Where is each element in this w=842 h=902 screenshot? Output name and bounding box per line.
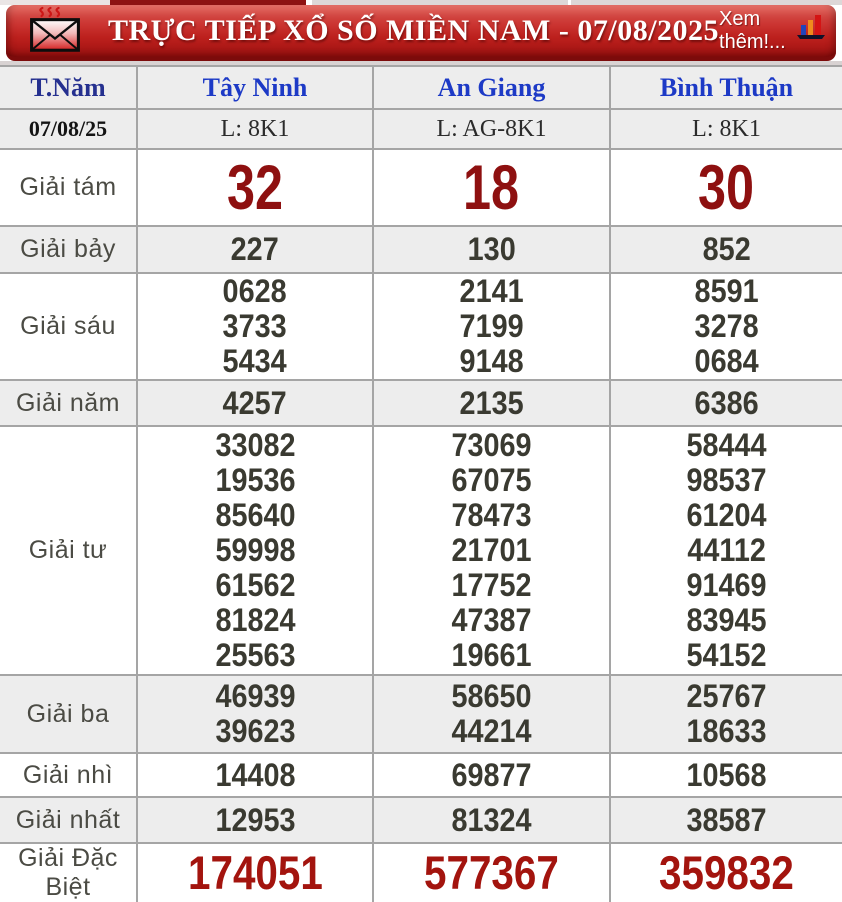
hot-mail-envelope-icon [28, 6, 82, 59]
prize-row [0, 843, 842, 902]
draw-code: L: AG-8K1 [373, 109, 610, 149]
draw-date: 07/08/25 [0, 109, 137, 149]
prize-row [0, 426, 842, 675]
winning-number: 61204 [686, 497, 767, 533]
prize-label: Giải nhì [0, 753, 137, 797]
winning-number: 852 [702, 231, 751, 267]
prize-numbers-cell [373, 843, 610, 902]
prize-numbers-cell [610, 797, 842, 843]
number-line [138, 152, 372, 224]
winning-number: 3733 [222, 308, 288, 344]
prize-numbers-cell [610, 675, 842, 753]
province-column-header: An Giang [373, 66, 610, 109]
winning-number: 7199 [459, 308, 524, 344]
winning-number: 30 [698, 152, 755, 223]
number-line [138, 803, 372, 838]
winning-number: 5434 [222, 343, 288, 379]
winning-number: 17752 [451, 567, 532, 603]
prize-numbers-cell [373, 797, 610, 843]
winning-number: 32 [226, 152, 284, 223]
winning-number: 3278 [694, 308, 759, 344]
winning-number: 19661 [451, 637, 532, 673]
number-line [138, 274, 372, 309]
page-title: TRỰC TIẾP XỔ SỐ MIỀN NAM - 07/08/2025 [108, 14, 720, 47]
prize-label: Giải Đặc Biệt [0, 843, 137, 902]
winning-number: 6386 [694, 384, 759, 421]
see-more-label[interactable]: Xem thêm!... [719, 8, 786, 53]
number-line [611, 386, 842, 421]
winning-number: 98537 [686, 462, 767, 498]
number-line [611, 152, 842, 224]
winning-number: 2141 [459, 273, 524, 309]
number-line [138, 758, 372, 793]
prize-row [0, 226, 842, 273]
number-line [374, 533, 609, 568]
prize-numbers-cell [373, 273, 610, 380]
number-line [611, 848, 842, 898]
prize-row [0, 753, 842, 797]
prize-label: Giải bảy [0, 226, 137, 273]
see-more-link[interactable] [719, 8, 826, 54]
number-line [374, 274, 609, 309]
winning-number: 44214 [451, 713, 532, 749]
winning-number: 47387 [451, 602, 532, 638]
number-line [374, 463, 609, 498]
number-line [138, 344, 372, 379]
prize-row [0, 380, 842, 426]
number-line [611, 679, 842, 714]
province-column-header: Bình Thuận [610, 66, 842, 109]
prize-numbers-cell [137, 797, 373, 843]
number-line [611, 274, 842, 309]
winning-number: 9148 [459, 343, 524, 379]
number-line [138, 386, 372, 421]
winning-number: 25563 [214, 637, 296, 673]
prize-numbers-cell [610, 226, 842, 273]
draw-code: L: 8K1 [137, 109, 373, 149]
winning-number: 359832 [659, 846, 794, 899]
winning-number: 10568 [686, 756, 767, 793]
number-line [374, 758, 609, 793]
year-column-header: T.Năm [0, 66, 137, 109]
number-line [374, 714, 609, 749]
winning-number: 12953 [214, 801, 296, 838]
winning-number: 21701 [451, 532, 532, 568]
number-line [374, 309, 609, 344]
prize-numbers-cell [610, 380, 842, 426]
number-line [611, 344, 842, 379]
winning-number: 130 [467, 231, 516, 267]
winning-number: 54152 [686, 637, 767, 673]
number-line [611, 498, 842, 533]
number-line [138, 568, 372, 603]
winning-number: 0684 [694, 343, 759, 379]
winning-number: 59998 [214, 532, 296, 568]
number-line [611, 232, 842, 267]
number-line [611, 803, 842, 838]
number-line [138, 463, 372, 498]
prize-numbers-cell [610, 273, 842, 380]
draw-code: L: 8K1 [610, 109, 842, 149]
prize-numbers-cell [137, 273, 373, 380]
prize-numbers-cell [137, 675, 373, 753]
prize-numbers-cell [610, 426, 842, 675]
prize-numbers-cell [137, 380, 373, 426]
number-line [374, 232, 609, 267]
prize-numbers-cell [373, 380, 610, 426]
prize-numbers-cell [137, 226, 373, 273]
prize-row [0, 273, 842, 380]
province-column-header: Tây Ninh [137, 66, 373, 109]
number-line [138, 679, 372, 714]
prize-label: Giải sáu [0, 273, 137, 380]
winning-number: 174051 [187, 846, 323, 899]
prize-label: Giải tám [0, 149, 137, 226]
number-line [374, 498, 609, 533]
prize-row [0, 149, 842, 226]
number-line [138, 498, 372, 533]
winning-number: 46939 [214, 678, 296, 714]
number-line [138, 714, 372, 749]
number-line [374, 344, 609, 379]
winning-number: 38587 [686, 801, 767, 838]
winning-number: 25767 [686, 678, 767, 714]
number-line [138, 428, 372, 463]
winning-number: 85640 [214, 497, 296, 533]
winning-number: 83945 [686, 602, 767, 638]
number-line [374, 152, 609, 224]
number-line [138, 638, 372, 673]
prize-numbers-cell [610, 753, 842, 797]
number-line [138, 309, 372, 344]
winning-number: 67075 [451, 462, 532, 498]
winning-number: 81324 [451, 801, 532, 838]
number-line [138, 533, 372, 568]
winning-number: 2135 [459, 384, 524, 421]
number-line [611, 758, 842, 793]
winning-number: 44112 [687, 532, 766, 568]
winning-number: 19536 [214, 462, 296, 498]
number-line [138, 603, 372, 638]
date-row [0, 109, 842, 149]
number-line [374, 386, 609, 421]
prize-numbers-cell [137, 843, 373, 902]
winning-number: 0628 [222, 273, 288, 309]
number-line [611, 638, 842, 673]
number-line [374, 638, 609, 673]
number-line [611, 309, 842, 344]
prize-numbers-cell [137, 149, 373, 226]
winning-number: 227 [230, 231, 280, 267]
winning-number: 18633 [686, 713, 767, 749]
prize-row [0, 797, 842, 843]
prize-numbers-cell [373, 675, 610, 753]
winning-number: 81824 [214, 602, 296, 638]
number-line [374, 848, 609, 898]
winning-number: 69877 [451, 756, 532, 793]
winning-number: 8591 [694, 273, 759, 309]
number-line [374, 803, 609, 838]
number-line [138, 232, 372, 267]
prize-label: Giải ba [0, 675, 137, 753]
winning-number: 4257 [222, 384, 288, 421]
number-line [611, 568, 842, 603]
prize-numbers-cell [610, 843, 842, 902]
number-line [611, 603, 842, 638]
prize-numbers-cell [373, 226, 610, 273]
number-line [374, 428, 609, 463]
live-results-banner [6, 5, 836, 61]
winning-number: 14408 [214, 756, 296, 793]
winning-number: 73069 [451, 427, 532, 463]
winning-number: 33082 [214, 427, 296, 463]
number-line [374, 603, 609, 638]
number-line [611, 428, 842, 463]
prize-row [0, 675, 842, 753]
prize-numbers-cell [137, 426, 373, 675]
number-line [374, 679, 609, 714]
number-line [611, 533, 842, 568]
bar-chart-icon[interactable] [796, 13, 826, 44]
prize-label: Giải nhất [0, 797, 137, 843]
prize-numbers-cell [137, 753, 373, 797]
winning-number: 577367 [424, 846, 559, 899]
winning-number: 39623 [214, 713, 296, 749]
prize-numbers-cell [373, 149, 610, 226]
prize-numbers-cell [610, 149, 842, 226]
lottery-results-table [0, 65, 842, 902]
number-line [611, 463, 842, 498]
winning-number: 78473 [451, 497, 532, 533]
winning-number: 58444 [686, 427, 767, 463]
number-line [374, 568, 609, 603]
prize-numbers-cell [373, 753, 610, 797]
table-header-row [0, 66, 842, 109]
prize-label: Giải tư [0, 426, 137, 675]
prize-label: Giải năm [0, 380, 137, 426]
winning-number: 58650 [451, 678, 532, 714]
prize-numbers-cell [373, 426, 610, 675]
winning-number: 61562 [214, 567, 296, 603]
winning-number: 91469 [686, 567, 767, 603]
number-line [138, 848, 372, 898]
winning-number: 18 [463, 152, 520, 223]
number-line [611, 714, 842, 749]
